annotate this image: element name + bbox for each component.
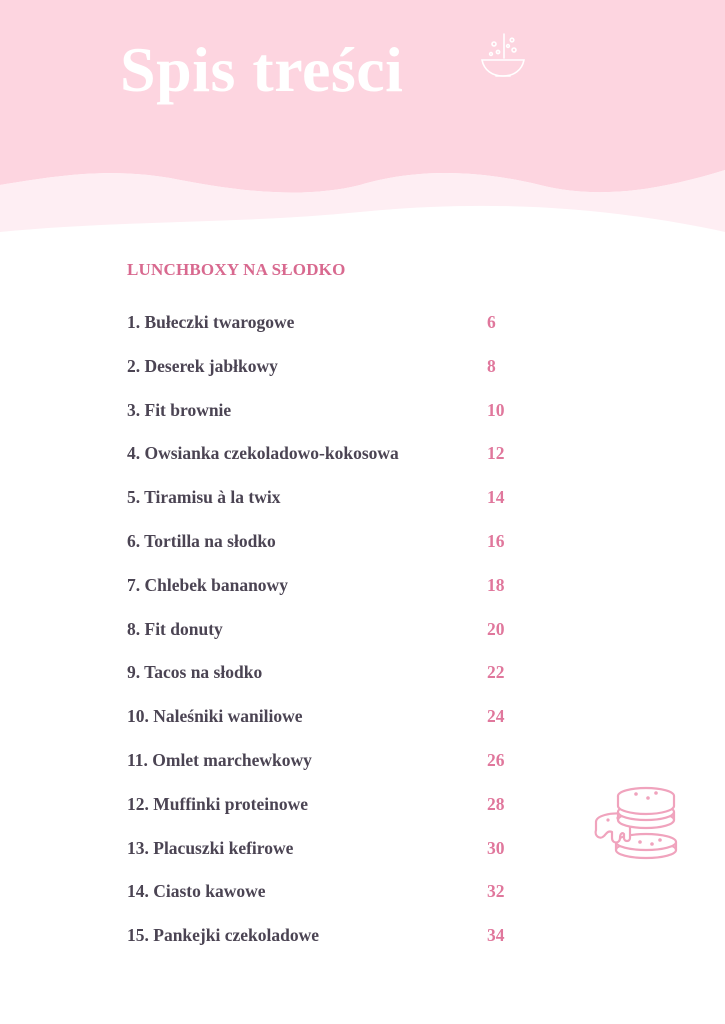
- toc-item-title: 12. Muffinki proteinowe: [127, 793, 308, 814]
- toc-item[interactable]: [127, 834, 547, 878]
- toc-item-title: 11. Omlet marchewkowy: [127, 749, 312, 770]
- toc-item-page: 8: [487, 355, 496, 376]
- toc-item-page: 12: [487, 443, 505, 464]
- toc-item-page: 6: [487, 312, 496, 332]
- toc-item[interactable]: [127, 746, 547, 790]
- toc-item-title: 5. Tiramisu à la twix: [127, 487, 281, 508]
- page-title: Spis treści: [120, 34, 404, 105]
- toc-item-page: 18: [487, 574, 505, 595]
- toc-item-page: 16: [487, 530, 505, 551]
- toc-item-page: 20: [487, 618, 505, 639]
- toc-item[interactable]: [127, 352, 547, 396]
- toc-item-page: 30: [487, 837, 505, 858]
- toc-item-page: 22: [487, 662, 505, 683]
- toc-item-page: 28: [487, 793, 505, 814]
- toc-item[interactable]: [127, 921, 547, 965]
- toc-item[interactable]: [127, 702, 547, 746]
- toc-item[interactable]: [127, 527, 547, 571]
- toc-item[interactable]: [127, 396, 547, 440]
- toc-item-page: 34: [487, 925, 505, 946]
- table-of-contents: [127, 308, 547, 965]
- toc-item-title: 14. Ciasto kawowe: [127, 881, 266, 902]
- toc-item-page: 26: [487, 749, 505, 770]
- page-header: [0, 0, 725, 240]
- toc-item[interactable]: [127, 658, 547, 702]
- toc-item-page: 14: [487, 487, 505, 508]
- toc-item-title: 6. Tortilla na słodko: [127, 530, 276, 551]
- toc-item-title: 15. Pankejki czekoladowe: [127, 925, 320, 946]
- toc-item-title: 13. Placuszki kefirowe: [127, 837, 294, 858]
- toc-item-page: 10: [487, 399, 505, 420]
- cookies-stack-icon: [590, 776, 682, 868]
- toc-item-page: 32: [487, 881, 505, 902]
- toc-item-title: 9. Tacos na słodko: [127, 662, 263, 683]
- bowl-icon: [478, 30, 528, 80]
- toc-item[interactable]: [127, 483, 547, 527]
- toc-item[interactable]: [127, 571, 547, 615]
- toc-item[interactable]: [127, 615, 547, 659]
- toc-item-title: 10. Naleśniki waniliowe: [127, 706, 303, 727]
- toc-item[interactable]: [127, 877, 547, 921]
- section-heading: LUNCHBOXY NA SŁODKO: [127, 260, 346, 279]
- toc-item-title: 1. Bułeczki twarogowe: [127, 312, 295, 332]
- toc-item[interactable]: [127, 790, 547, 834]
- toc-item-title: 2. Deserek jabłkowy: [127, 355, 278, 376]
- toc-item[interactable]: [127, 439, 547, 483]
- toc-item-title: 3. Fit brownie: [127, 399, 232, 420]
- toc-item-title: 7. Chlebek bananowy: [127, 574, 288, 595]
- toc-item-title: 4. Owsianka czekoladowo-kokosowa: [127, 443, 399, 464]
- toc-item-title: 8. Fit donuty: [127, 618, 223, 639]
- toc-item-page: 24: [487, 706, 505, 727]
- toc-item[interactable]: [127, 308, 547, 352]
